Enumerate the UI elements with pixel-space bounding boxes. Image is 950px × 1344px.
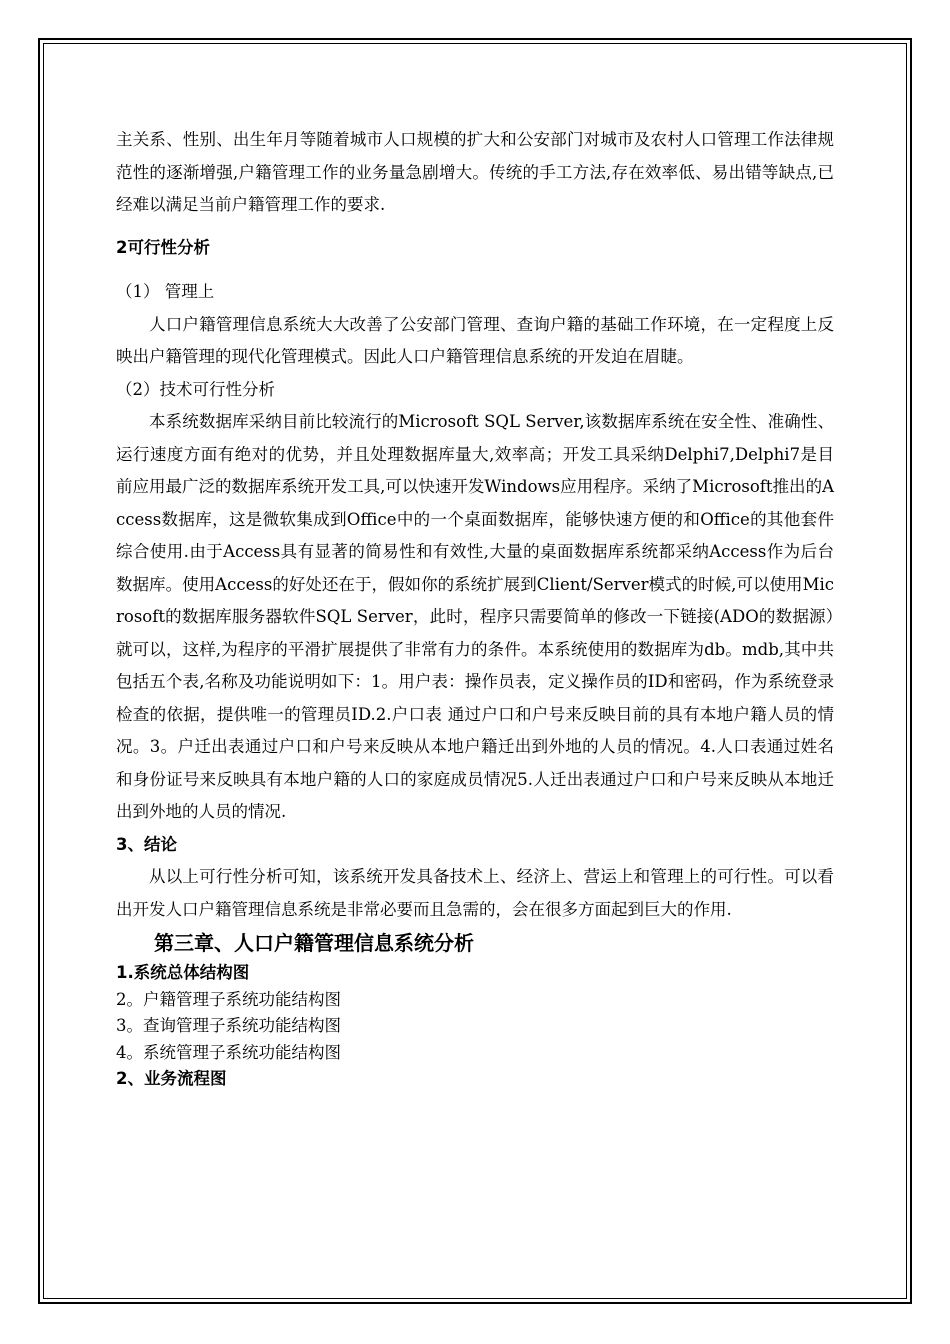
- subsection-heading-technical: （2）技术可行性分析: [116, 379, 275, 399]
- item-system-management-subsystem: 4。系统管理子系统功能结构图: [116, 1042, 341, 1062]
- technical-paragraph: 本系统数据库采纳目前比较流行的Microsoft SQL Server,该数据库系统在安全性、准确性、运行速度方面有绝对的优势，并且处理数据库量大,效率高；开发工具采纳Delphi7,Delphi7是目前应用最广泛的数据库系统开发工具,可以快速开发Windows应用程序。采纳了Microsoft推出的Access数据库，这是微软集成到Office中的一个桌面数据库，能够快速方便的和Office的其他套件综合使用.由于Access具有显著的简易性和有效性,大量的桌面数据库系统都采纳Access作为后台数据库。使用Access的好处还在于，假如你的系统扩展到Client/Server模式的时候,可以使用Microsoft的数据库服务器软件SQL Server，此时，程序只需要简单的修改一下链接(ADO的数据源）就可以，这样,为程序的平滑扩展提供了非常有力的条件。本系统使用的数据库为db。mdb,其中共包括五个表,名称及功能说明如下：1。用户表：操作员表，定义操作员的ID和密码，作为系统登录检查的依据，提供唯一的管理员ID.2.户口表 通过户口和户号来反映目前的具有本地户籍人员的情况。3。户迁出表通过户口和户号来反映从本地户籍迁出到外地的人员的情况。4.人口表通过姓名和身份证号来反映具有本地户籍的人口的家庭成员情况5.人迁出表通过户口和户号来反映从本地迁出到外地的人员的情况.: [116, 412, 834, 821]
- item-household-subsystem: 2。户籍管理子系统功能结构图: [116, 989, 341, 1009]
- item-business-flowchart: 2、业务流程图: [116, 1069, 227, 1088]
- item-system-structure: 1.系统总体结构图: [116, 963, 250, 982]
- chapter-title: 第三章、人口户籍管理信息系统分析: [154, 931, 474, 955]
- section-heading-conclusion: 3、结论: [116, 834, 177, 854]
- section-heading-feasibility: 2可行性分析: [116, 237, 210, 257]
- conclusion-paragraph: 从以上可行性分析可知，该系统开发具备技术上、经济上、营运上和管理上的可行性。可以看出开发人口户籍管理信息系统是非常必要而且急需的，会在很多方面起到巨大的作用.: [116, 867, 834, 919]
- subsection-heading-management: （1） 管理上: [116, 282, 215, 301]
- intro-paragraph: 主关系、性别、出生年月等随着城市人口规模的扩大和公安部门对城市及农村人口管理工作法律规范性的逐渐增强,户籍管理工作的业务量急剧增大。传统的手工方法,存在效率低、易出错等缺点,已经难以满足当前户籍管理工作的要求.: [116, 130, 834, 214]
- item-query-subsystem: 3。查询管理子系统功能结构图: [116, 1016, 341, 1035]
- management-paragraph: 人口户籍管理信息系统大大改善了公安部门管理、查询户籍的基础工作环境，在一定程度上反映出户籍管理的现代化管理模式。因此人口户籍管理信息系统的开发迫在眉睫。: [116, 314, 834, 366]
- document-body: [116, 124, 834, 1093]
